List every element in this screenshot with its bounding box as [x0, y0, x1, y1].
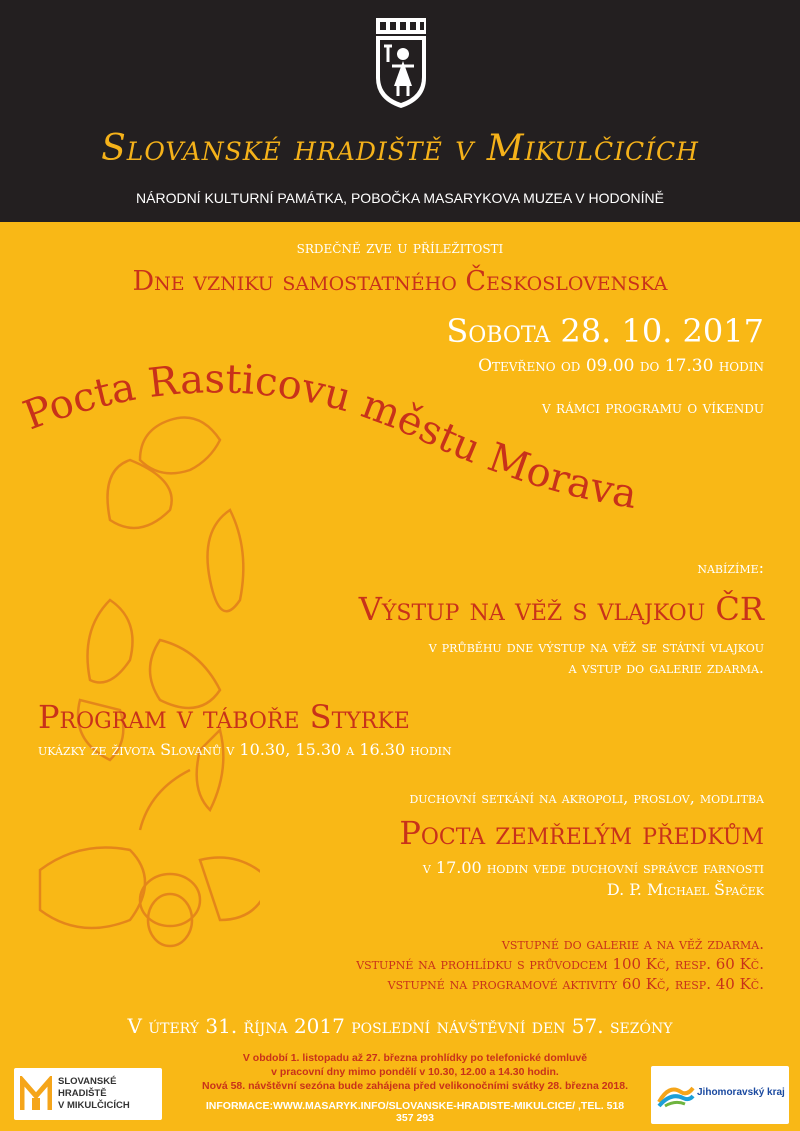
- headline-wrapper: [0, 360, 800, 540]
- footer-note-line3: Nová 58. návštěvní sezóna bude zahájena před velikonočními svátky 28. března 2018.: [201, 1080, 628, 1092]
- site-title: Slovanské hradiště v Mikulčicích: [101, 128, 699, 169]
- region-logo: [651, 1066, 789, 1124]
- museum-logo-line3: V MIKULČICÍCH: [58, 1100, 130, 1111]
- site-subtitle: NÁRODNÍ KULTURNÍ PAMÁTKA, POBOČKA MASARYKOVA MUZEA V HODONÍNĚ: [136, 190, 664, 206]
- tower-description-line2: a vstup do galerie zdarma.: [568, 658, 764, 677]
- event-date: Sobota 28. 10. 2017: [446, 312, 764, 350]
- tower-description-line1: v průběhu dne výstup na věž se státní vlajkou: [428, 637, 764, 656]
- admission-line2: vstupné na prohlídku s průvodcem 100 Kč, resp. 60 Kč.: [356, 955, 764, 973]
- camp-description: ukázky ze života Slovanů v 10.30, 15.30 a 16.30 hodin: [38, 740, 452, 759]
- tower-title: Výstup na věž s vlajkou ČR: [358, 590, 764, 628]
- footer-note-line2: v pracovní dny mimo pondělí v 10.30, 12.00 a 14.30 hodin.: [271, 1066, 559, 1078]
- admission-line3: vstupné na programové aktivity 60 Kč, resp. 40 Kč.: [387, 975, 764, 993]
- camp-title: Program v táboře Styrke: [38, 698, 410, 736]
- occasion-title: Dne vzniku samostatného Československa: [132, 266, 668, 297]
- invite-text: srdečně zve u příležitosti: [296, 238, 504, 258]
- last-day-notice: V úterý 31. října 2017 poslední návštěvní den 57. sezóny: [127, 1014, 673, 1038]
- footer-note-line1: V období 1. listopadu až 27. března prohlídky po telefonické domluvě: [242, 1052, 588, 1064]
- event-headline: [17, 360, 640, 518]
- region-logo-icon: [657, 1082, 695, 1108]
- footer-info-link[interactable]: INFORMACE:WWW.MASARYK.INFO/SLOVANSKE-HRADISTE-MIKULCICE/ ,TEL. 518 357 293: [205, 1100, 625, 1124]
- spiritual-meeting-label: duchovní setkání na akropoli, proslov, modlitba: [409, 788, 764, 807]
- museum-logo: [14, 1068, 162, 1120]
- offer-label: nabízíme:: [697, 558, 764, 577]
- region-logo-text: Jihomoravský kraj: [697, 1087, 785, 1098]
- coat-of-arms-icon: [372, 14, 430, 110]
- event-headline-text: Pocta Rasticovu městu Morava: [17, 360, 641, 518]
- ancestors-title: Pocta zemřelým předkům: [399, 814, 764, 852]
- admission-line1: vstupné do galerie a na věž zdarma.: [501, 935, 764, 953]
- ancestors-description-line2: D. P. Michael Špaček: [606, 880, 764, 899]
- header-band: [0, 0, 800, 222]
- opening-hours: Otevřeno od 09.00 do 17.30 hodin: [478, 356, 764, 376]
- museum-logo-line2: HRADIŠTĚ: [58, 1088, 107, 1099]
- weekend-program-label: v rámci programu o víkendu: [541, 398, 764, 418]
- museum-logo-line1: SLOVANSKÉ: [58, 1076, 117, 1087]
- ancestors-description-line1: v 17.00 hodin vede duchovní správce farnosti: [422, 858, 764, 877]
- museum-logo-icon: [20, 1076, 52, 1112]
